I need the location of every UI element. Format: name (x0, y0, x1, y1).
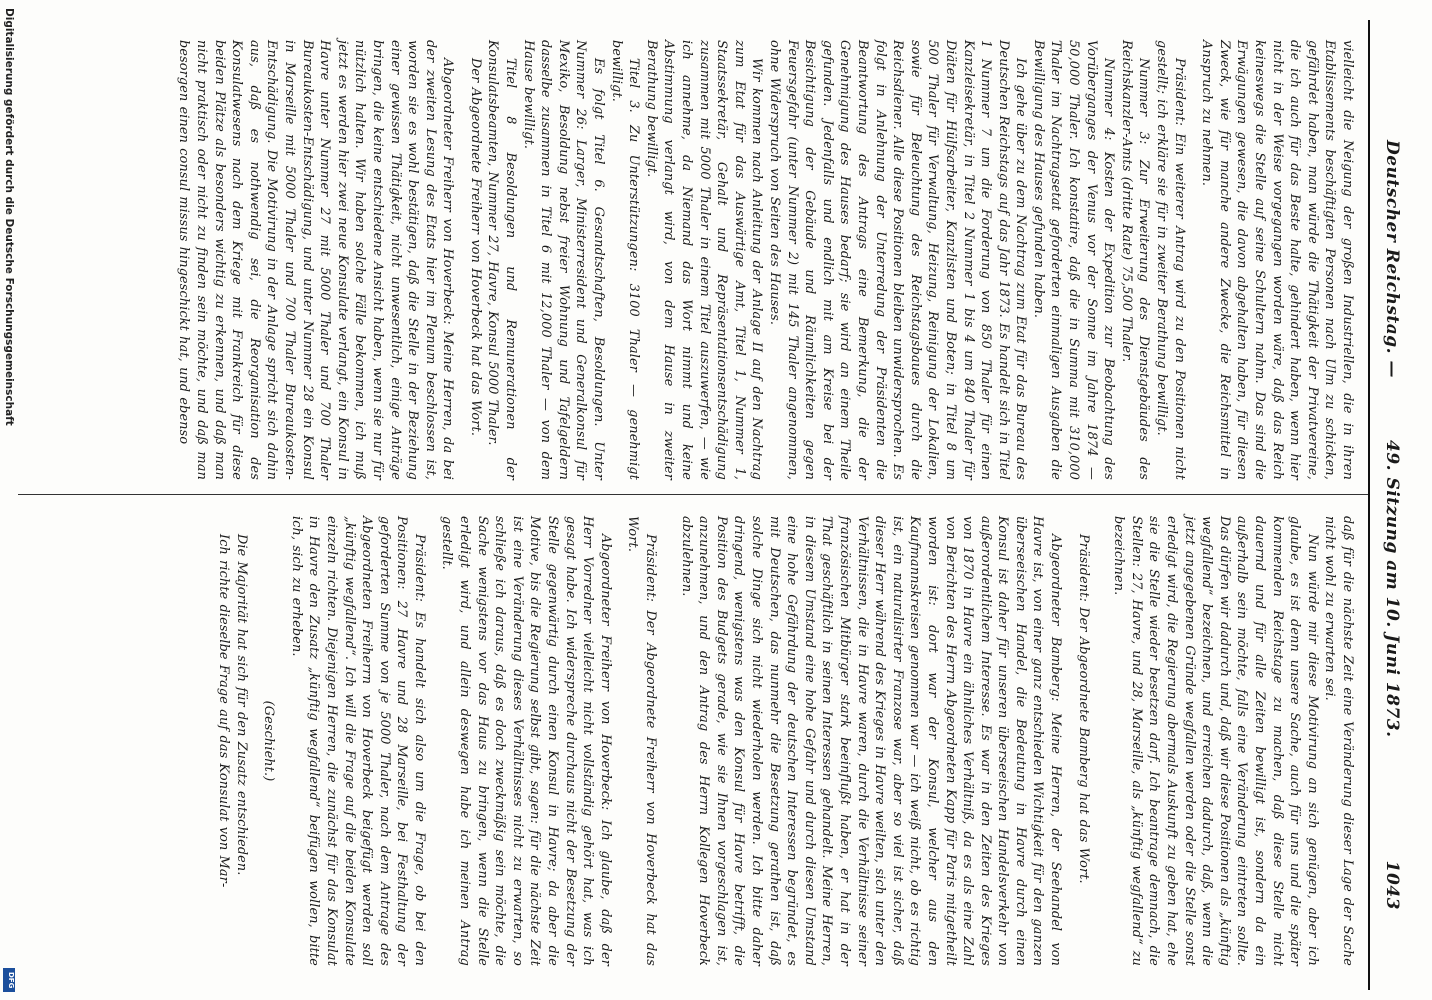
paragraph: Titel 8 Besoldungen und Remunerationen der Konsulatsbeamten, Nummer 27, Havre, Konsul 5000 Thaler. (485, 40, 519, 480)
left-column (175, 40, 1356, 480)
paragraph: Es folgt Titel 6. Gesandtschaften, Besoldungen. Unter Nummer 26: Larger, Ministerresident und Generalkonsul für Mexiko, Besoldung nebst freier Wohnung und Tafelgeldern dasselbe zusammen in Titel 6 mit 12,000 Thaler — von dem Hause bewilligt. (520, 40, 607, 480)
page-number: 1043 (1382, 860, 1402, 910)
paragraph: Die Majorität hat sich für den Zusatz entschieden. (233, 534, 249, 876)
paragraph: daß für die nächste Zeit eine Veränderung dieser Lage der Sache nicht wohl zu erwarten sei. (1322, 516, 1355, 966)
credit-text: Digitalisierung gefördert durch die Deutsche Forschungsgemeinschaft (3, 8, 15, 426)
paragraph: Titel 3. Zu Unterstützungen: 3100 Thaler — genehmigt bewilligt. (608, 40, 642, 480)
paragraph: Wir kommen nach Anleitung der Anlage II auf den Nachtrag zum Etat für das Auswärtige Amt, Titel 1, Nummer 1, Staatssekretär, Gehalt und Repräsentationsentschädigung zusammen mit 5000 Thaler in einem Titel auszuwerfen, — wie ich annehme, da Niemand das Wort nimmt und keine Abstimmung verlangt wird, von dem Hause in zweiter Berathung bewilligt. (643, 40, 765, 480)
paragraph: Präsident: Der Abgeordnete Freiherr von Hoverbeck hat das Wort. (625, 516, 659, 966)
paragraph: Präsident: Ein weiterer Antrag wird zu den Positionen nicht gestellt; ich erkläre sie für in zweiter Berathung bewilligt. (1154, 40, 1187, 480)
paragraph: vielleicht die Neigung der großen Industriellen, die in ihren Etablissements beschäftigten Personen nach Ulm zu schicken, gefährdet haben, man würde die Thätigkeit der Privatvereine, die ich auch für das Beste halte, gehindert haben, wenn hier nicht in der Weise vorgegangen worden wäre, daß das Reich keineswegs die Stelle auf seine Schultern nahm. Das sind die Erwägungen gewesen, die davon abgehalten haben, für diesen Zweck, wie für manche andere Zwecke, die Reichsmittel in Anspruch zu nehmen. (1199, 40, 1355, 480)
paragraph: Nummer 4: Kosten der Expedition zur Beobachtung des Vorüberganges der Venus vor der Sonne im Jahre 1874 — 50,000 Thaler. Ich konstatire, daß die in Summa mit 310,000 Thaler im Nachtragsetat geforderten einmaligen Ausgaben die Bewilligung des Hauses gefunden haben. (1030, 40, 1117, 480)
rotated-page (14, 0, 1414, 1000)
column-divider (18, 494, 1368, 495)
running-header (1370, 20, 1406, 980)
header-session: 49. Sitzung am 10. Juni 1873. (1382, 440, 1402, 738)
header-rule (1368, 20, 1370, 990)
paragraph: Nun würde mir diese Motivirung an sich genügen, aber ich glaube, es ist denn unsere Sache, auch für uns und die später kommenden Reichstage zu machen, daß diese Stelle nicht dauernd und für alle Zeiten bewilligt ist, sondern da ein außerhalb sein möchte, falls eine Veränderung eintreten sollte. Das dürfen wir dadurch und, daß wir diese Positionen als „künftig wegfallend“ bezeichnen, und erreichen dadurch, daß, wenn die jetzt angegebenen Gründe wegfallen werden oder die Stelle sonst erledigt wird, die Regierung abermals Auskunft zu geben hat, ehe sie die Stelle wieder besetzen darf. Ich beantrage demnach, die Stellen: 27, Havre, und 28, Marseille, als „künftig wegfallend“ zu bezeichnen. (1111, 516, 1320, 966)
header-left: Deutscher Reichstag. — (1382, 140, 1402, 379)
paragraph: Abgeordneter Freiherr von Hoverbeck: Ich glaube, daß der Herr Vorredner vielleicht nicht vollständig gehört hat, was ich gesagt habe. Ich widerspreche durchaus nicht der Besetzung der Stelle gegenwärtig durch einen Konsul in Havre; da aber die Motive, bis die Regierung selbst gibt, sagen: für die nächste Zeit ist eine Veränderung dieses Verhältnisses nicht zu erwarten, so schließe ich daraus, daß es doch zweckmäßig sein möchte, die Sache wenigstens vor das Haus zu bringen, wenn die Stelle erledigt wird, und allein deswegen habe ich meinen Antrag gestellt. (439, 516, 613, 966)
paragraph: Nummer 3: Zur Erweiterung des Dienstgebäudes des Reichskanzler-Amts (dritte Rate) 75,500 Thaler. (1118, 40, 1152, 480)
paragraph: (Geschieht.) (261, 700, 277, 782)
paragraph: Ich gehe über zu dem Nachtrag zum Etat für das Bureau des Deutschen Reichstags auf das Jahr 1873. Es handelt sich in Titel 1 Nummer 7 um die Forderung von 850 Thaler für einen Kanzleisekretär, in Titel 2 Nummer 1 bis 4 um 840 Thaler für Diäten für Hülfsarbeiter, Kanzlisten und Boten; in Titel 8 um 500 Thaler für Verwaltung, Heizung, Reinigung der Lokalien, sowie für Beleuchtung des Reichstagsbaues durch die Reichsdiener. Alle diese Positionen bleiben unwidersprochen. Es folgt in Anlehnung der Unterredung der Präsidenten die Beantwortung des Antrags eine Bemerkung, die der Genehmigung des Hauses bedarf; sie wird an einem Theile gefunden. Jedenfalls und endlich mit am Kreise bei der Besichtigung der Gebäude und Räumlichkeiten gegen Feuersgefahr (unter Nummer 2) mit 145 Thaler angenommen, ohne Widerspruch von Seiten des Hauses. (767, 40, 1029, 480)
paragraph: Präsident: Der Abgeordnete Bamberg hat das Wort. (1075, 534, 1091, 884)
digitization-credit (2, 0, 16, 1000)
paragraph: Ich richte dieselbe Frage auf das Konsulat von Mar- (215, 534, 231, 888)
paragraph: Abgeordneter Bamberg: Meine Herren, der Seehandel von Havre ist, von einer ganz entschieden Wichtigkeit für den ganzen überseeischen Handel, die Bedeutung in Havre durch einen Konsul ist daher für unseren überseeischen Handelsverkehr von außerordentlichem Interesse. Es war in den Zeiten des Krieges von 1870 in Havre ein ähnliches Verhältniß, da es als eine Zahl von Berichten des Herrn Abgeordneten Kapp für Paris mitgetheilt worden ist: dort war der Konsul, welcher aus den Kaufmannskreisen genommen war — ich weiß nicht, ob es richtig ist, ein naturalisirter Franzose war, aber so viel ist sicher, daß dieser Herr während des Krieges in Havre weilten, sich unter den Verhältnissen, die in Havre waren, durch die Verhältnisse seiner französischen Mitbürger stark beeinflußt haben, er hat in der That geschäftlich in seinen Interessen gehandelt. Meine Herren, in diesem Umstand eine hohe Gefahr und durch diesen Umstand eine hohe Gefährdung der deutschen Interessen begründet, es mit Deutschen, das nunmehr die Besetzung gerathen ist, daß solche Dinge sich nicht wiederholen werden. Ich bitte daher dringend, wenigstens was den Konsul für Havre betrifft, die Position des Budgets gerade, wie sie Ihnen vorgeschlagen ist, anzunehmen, und den Antrag des Herrn Kollegen Hoverbeck abzulehnen. (678, 516, 1064, 966)
paragraph: Abgeordneter Freiherr von Hoverbeck: Meine Herren, da bei der zweiten Lesung des Etats hier im Plenum beschlossen ist, worden sie es wohl bestätigen, daß die Stelle in der Beziehung einer gewissen Thätigkeit, nicht unwesentlich, einige Anträge bringen, die keine entschiedene Ansicht haben, wenn sie nur für nützlich halten. Wir haben solche Fälle bekommen, ich muß jetzt es werden hier zwei neue Konsulate verlangt, ein Konsul in Havre unter Nummer 27 mit 5000 Thaler und 700 Thaler Bureaukosten-Entschädigung, und unter Nummer 28 ein Konsul in Marseille mit 5000 Thaler und 700 Thaler Bureaukosten-Entschädigung. Die Motivirung in der Anlage spricht sich dahin aus, daß es nothwendig sei, die Reorganisation des Konsulatwesens nach dem Kriege mit Frankreich für diese beiden Plätze als besonders wichtig zu erkennen, und daß man nicht praktisch oder nicht zu finden sein möchte, und daß man besorgen einen consul missus hingeschickt hat, und ebenso (176, 40, 456, 480)
paragraph: Der Abgeordnete Freiherr von Hoverbeck hat das Wort. (467, 58, 483, 437)
right-column (214, 516, 1356, 966)
paragraph: Präsident: Es handelt sich also um die Frage, ob bei den Positionen: 27 Havre und 28 Marseille, bei Festhaltung der geforderten Summe von je 5000 Thaler, nach dem Antrage des Abgeordneten Freiherrn von Hoverbeck beigefügt werden soll „künftig wegfallend“. Ich will die Frage auf die beiden Konsulate einzeln richten. Diejenigen Herren, die zunächst für das Konsulat in Havre den Zusatz „künftig wegfallend“ beifügen wollen, bitte ich, sich zu erheben. (288, 516, 427, 966)
dfg-logo: DFG (3, 968, 15, 992)
